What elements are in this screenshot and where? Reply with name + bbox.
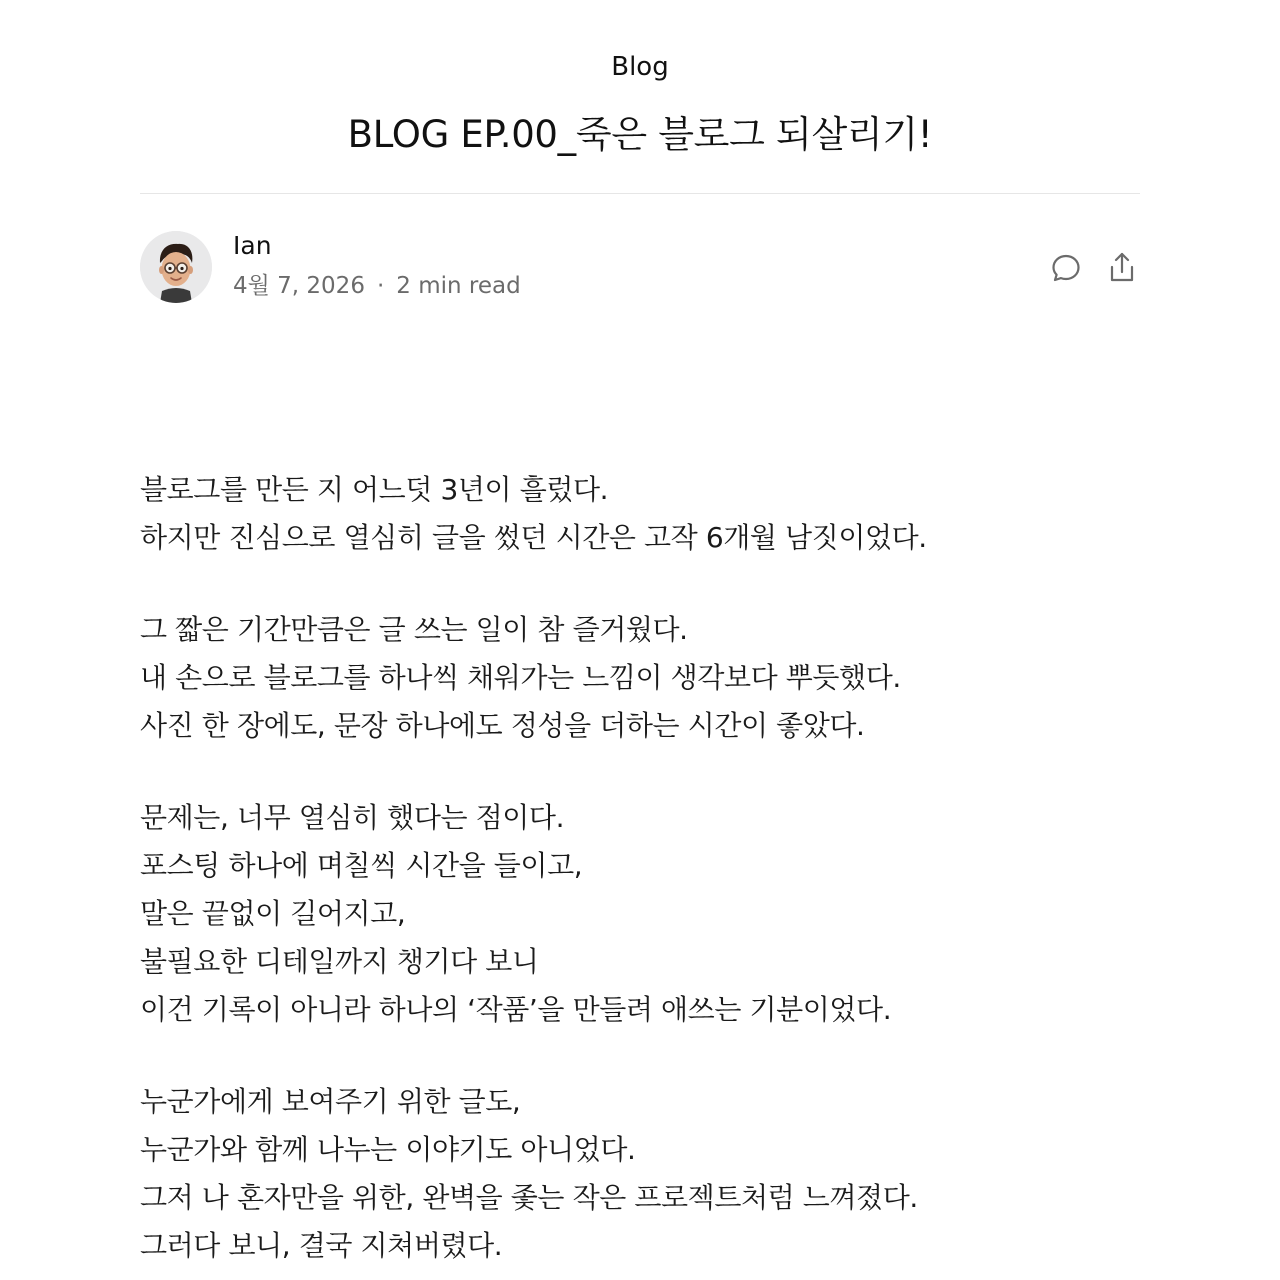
article-line: 포스팅 하나에 며칠씩 시간을 들이고,	[140, 849, 583, 882]
article-paragraph	[140, 466, 1140, 562]
article-line: 그러다 보니, 결국 지쳐버렸다.	[140, 1229, 503, 1262]
article-line: 누군가에게 보여주기 위한 글도,	[140, 1085, 521, 1118]
article-line: 사진 한 장에도, 문장 하나에도 정성을 더하는 시간이 좋았다.	[140, 709, 865, 742]
header-divider	[140, 193, 1140, 194]
article-line: 블로그를 만든 지 어느덧 3년이 흘렀다.	[140, 473, 609, 506]
article-paragraph	[140, 794, 1140, 1034]
share-icon	[1104, 250, 1140, 286]
comment-icon	[1048, 250, 1084, 286]
article-line: 그저 나 혼자만을 위한, 완벽을 좇는 작은 프로젝트처럼 느껴졌다.	[140, 1181, 918, 1214]
comment-button[interactable]	[1048, 250, 1084, 286]
article-line: 문제는, 너무 열심히 했다는 점이다.	[140, 801, 565, 834]
article-paragraph	[140, 606, 1140, 750]
article-line: 내 손으로 블로그를 하나씩 채워가는 느낌이 생각보다 뿌듯했다.	[140, 661, 901, 694]
post-title: BLOG EP.00_죽은 블로그 되살리기!	[347, 113, 933, 156]
article-line: 누군가와 함께 나누는 이야기도 아니었다.	[140, 1133, 636, 1166]
memoji-avatar-icon[interactable]	[140, 231, 212, 303]
article-line: 불필요한 디테일까지 챙기다 보니	[140, 945, 539, 978]
post-category[interactable]: Blog	[611, 52, 669, 82]
article-line: 말은 끝없이 길어지고,	[140, 897, 406, 930]
share-button[interactable]	[1104, 250, 1140, 286]
author-info	[140, 230, 1140, 304]
article-body	[140, 466, 1140, 1280]
post-date: 4월 7, 2026	[233, 273, 365, 299]
article-line: 그 짧은 기간만큼은 글 쓰는 일이 참 즐거웠다.	[140, 613, 688, 646]
read-time: 2 min read	[396, 273, 521, 299]
article-line: 이건 기록이 아니라 하나의 ‘작품’을 만들려 애쓰는 기분이었다.	[140, 993, 892, 1026]
post-meta	[233, 270, 521, 302]
meta-separator: ·	[376, 273, 385, 299]
article-line: 하지만 진심으로 열심히 글을 썼던 시간은 고작 6개월 남짓이었다.	[140, 521, 927, 554]
article-paragraph	[140, 1078, 1140, 1270]
author-name[interactable]: Ian	[233, 231, 272, 260]
